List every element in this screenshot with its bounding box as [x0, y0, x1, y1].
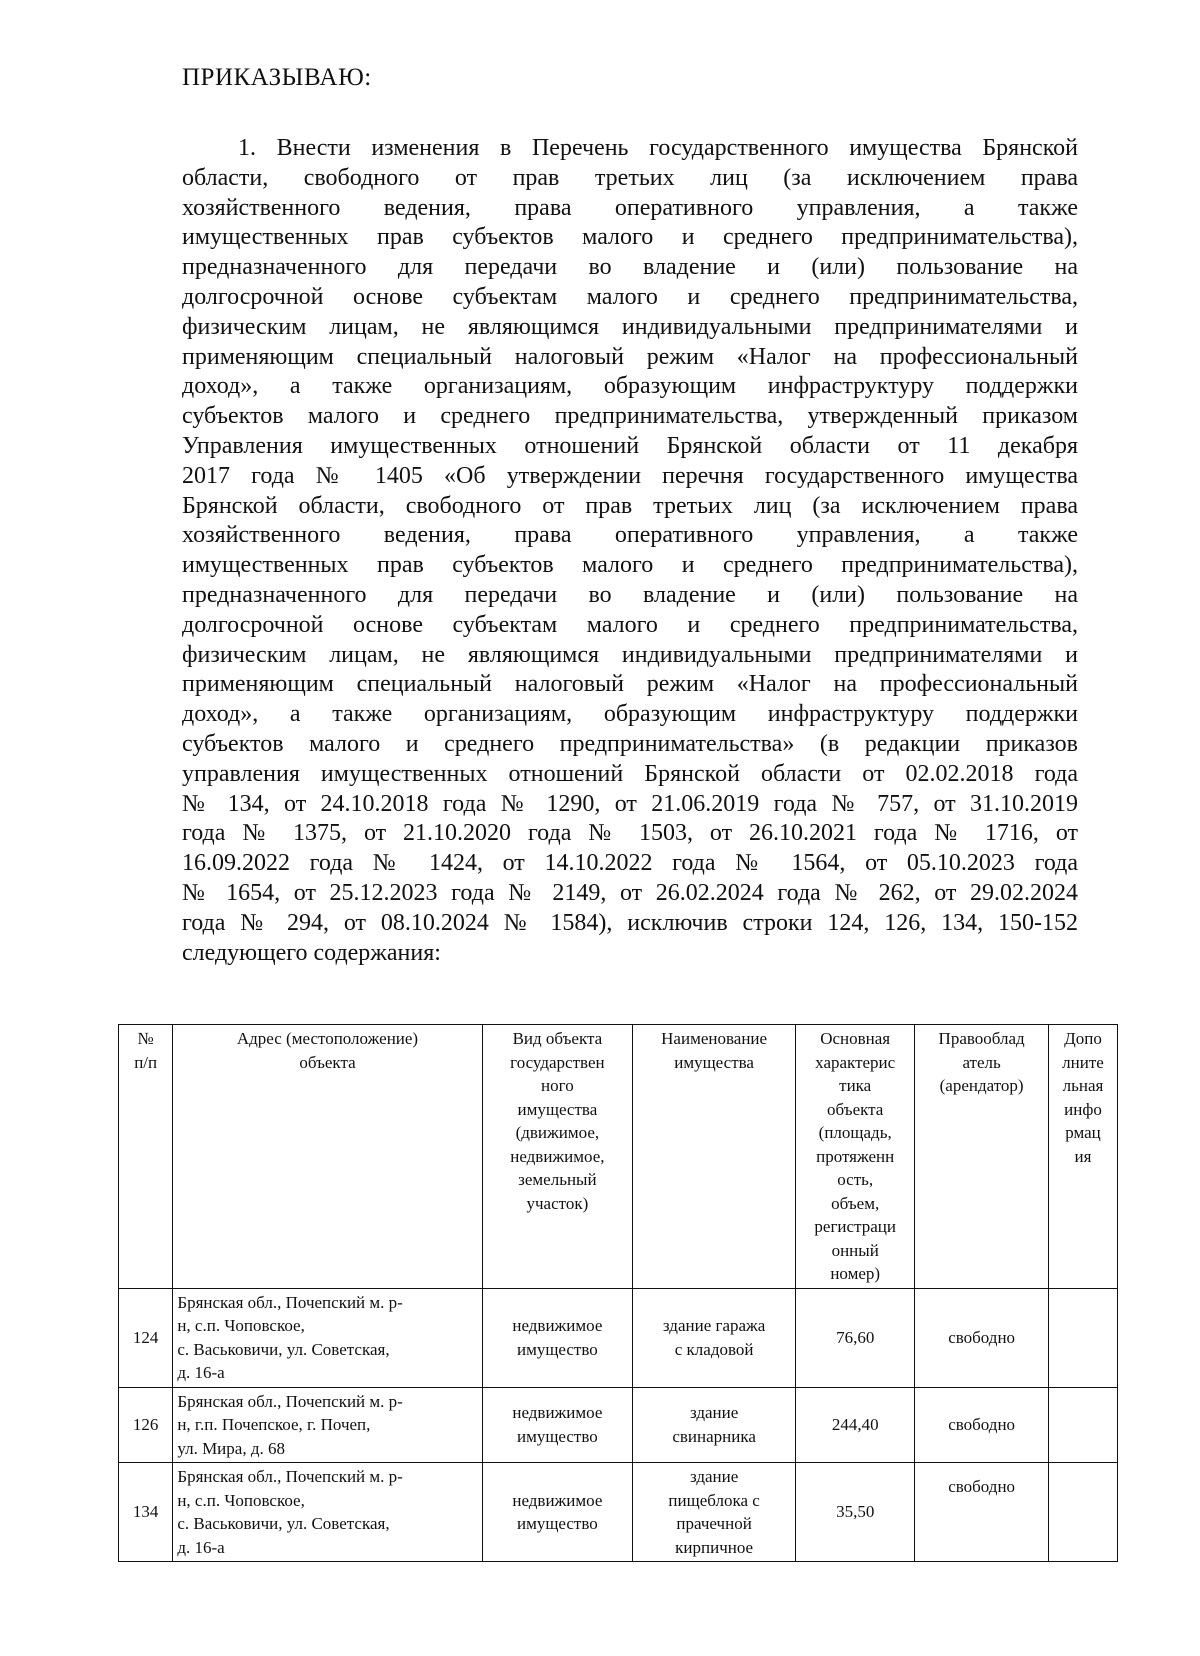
row-characteristic: 76,60	[796, 1288, 915, 1387]
row-number: 134	[119, 1463, 173, 1562]
paragraph-line: субъектов малого и среднего предпринимательства, утвержденный приказом	[182, 403, 1078, 430]
row-object-type: недвижимое имущество	[482, 1288, 632, 1387]
row-holder: свободно	[915, 1387, 1049, 1463]
paragraph-line: года № 294, от 08.10.2024 № 1584), исключив строки 124, 126, 134, 150-152	[182, 909, 1078, 936]
paragraph-line: применяющим специальный налоговый режим «Налог на профессиональный	[182, 343, 1078, 370]
paragraph-line: предназначенного для передачи во владение и (или) пользование на	[182, 254, 1078, 281]
paragraph-line: имущественных прав субъектов малого и среднего предпринимательства),	[182, 552, 1078, 579]
header-holder: Правооблад атель (арендатор)	[915, 1025, 1049, 1289]
header-object-type: Вид объекта государствен ного имущества (движимое, недвижимое, земельный участок)	[482, 1025, 632, 1289]
row-extra-info	[1049, 1387, 1118, 1463]
paragraph-line: Управления имущественных отношений Брянской области от 11 декабря	[182, 432, 1078, 459]
row-extra-info	[1049, 1463, 1118, 1562]
row-characteristic: 244,40	[796, 1387, 915, 1463]
paragraph-line: физическим лицам, не являющимся индивидуальными предпринимателями и	[182, 641, 1078, 668]
order-paragraph	[182, 134, 1078, 968]
paragraph-line: долгосрочной основе субъектам малого и среднего предпринимательства,	[182, 283, 1078, 310]
row-address: Брянская обл., Почепский м. р- н, с.п. Чоповское, с. Васьковичи, ул. Советская, д. 16-а	[173, 1288, 482, 1387]
paragraph-line: № 1654, от 25.12.2023 года № 2149, от 26.02.2024 года № 262, от 29.02.2024	[182, 879, 1078, 906]
paragraph-line: следующего содержания:	[182, 939, 441, 966]
table-header-row	[119, 1025, 1118, 1289]
row-object-type: недвижимое имущество	[482, 1463, 632, 1562]
paragraph-line: 2017 года № 1405 «Об утверждении перечня государственного имущества	[182, 462, 1078, 489]
header-property-name: Наименование имущества	[633, 1025, 796, 1289]
paragraph-line: физическим лицам, не являющимся индивидуальными предпринимателями и	[182, 313, 1078, 340]
row-number: 124	[119, 1288, 173, 1387]
paragraph-line: доход», а также организациям, образующим инфраструктуру поддержки	[182, 701, 1078, 728]
paragraph-line: долгосрочной основе субъектам малого и среднего предпринимательства,	[182, 611, 1078, 638]
row-characteristic: 35,50	[796, 1463, 915, 1562]
paragraph-line: года № 1375, от 21.10.2020 года № 1503, от 26.10.2021 года № 1716, от	[182, 820, 1078, 847]
row-number: 126	[119, 1387, 173, 1463]
paragraph-line: предназначенного для передачи во владение и (или) пользование на	[182, 581, 1078, 608]
paragraph-line: управления имущественных отношений Брянской области от 02.02.2018 года	[182, 760, 1078, 787]
paragraph-line: Брянской области, свободного от прав третьих лиц (за исключением права	[182, 492, 1078, 519]
header-number: № п/п	[119, 1025, 173, 1289]
paragraph-line: области, свободного от прав третьих лиц (за исключением права	[182, 164, 1078, 191]
header-address: Адрес (местоположение) объекта	[173, 1025, 482, 1289]
row-address: Брянская обл., Почепский м. р- н, с.п. Чоповское, с. Васьковичи, ул. Советская, д. 16-а	[173, 1463, 482, 1562]
paragraph-line: доход», а также организациям, образующим инфраструктуру поддержки	[182, 373, 1078, 400]
paragraph-line: № 134, от 24.10.2018 года № 1290, от 21.06.2019 года № 757, от 31.10.2019	[182, 790, 1078, 817]
paragraph-line: применяющим специальный налоговый режим «Налог на профессиональный	[182, 671, 1078, 698]
order-heading: ПРИКАЗЫВАЮ:	[182, 64, 372, 91]
paragraph-line: 16.09.2022 года № 1424, от 14.10.2022 года № 1564, от 05.10.2023 года	[182, 850, 1078, 877]
paragraph-line: хозяйственного ведения, права оперативного управления, а также	[182, 522, 1078, 549]
header-extra-info: Допо лните льная инфо рмац ия	[1049, 1025, 1118, 1289]
paragraph-line: хозяйственного ведения, права оперативного управления, а также	[182, 194, 1078, 221]
paragraph-line: 1. Внести изменения в Перечень государственного имущества Брянской	[238, 135, 1078, 161]
table-row	[119, 1288, 1118, 1387]
row-property-name: здание гаража с кладовой	[633, 1288, 796, 1387]
header-characteristic: Основная характерис тика объекта (площадь, протяженн ость, объем, регистраци онный номер)	[796, 1025, 915, 1289]
table-row	[119, 1463, 1118, 1562]
row-holder: свободно	[915, 1288, 1049, 1387]
property-table	[118, 1024, 1118, 1562]
row-property-name: здание свинарника	[633, 1387, 796, 1463]
row-property-name: здание пищеблока с прачечной кирпичное	[633, 1463, 796, 1562]
table-row	[119, 1387, 1118, 1463]
row-extra-info	[1049, 1288, 1118, 1387]
row-holder: свободно	[915, 1463, 1049, 1562]
row-object-type: недвижимое имущество	[482, 1387, 632, 1463]
row-address: Брянская обл., Почепский м. р- н, г.п. Почепское, г. Почеп, ул. Мира, д. 68	[173, 1387, 482, 1463]
paragraph-line: имущественных прав субъектов малого и среднего предпринимательства),	[182, 224, 1078, 251]
paragraph-line: субъектов малого и среднего предпринимательства» (в редакции приказов	[182, 730, 1078, 757]
